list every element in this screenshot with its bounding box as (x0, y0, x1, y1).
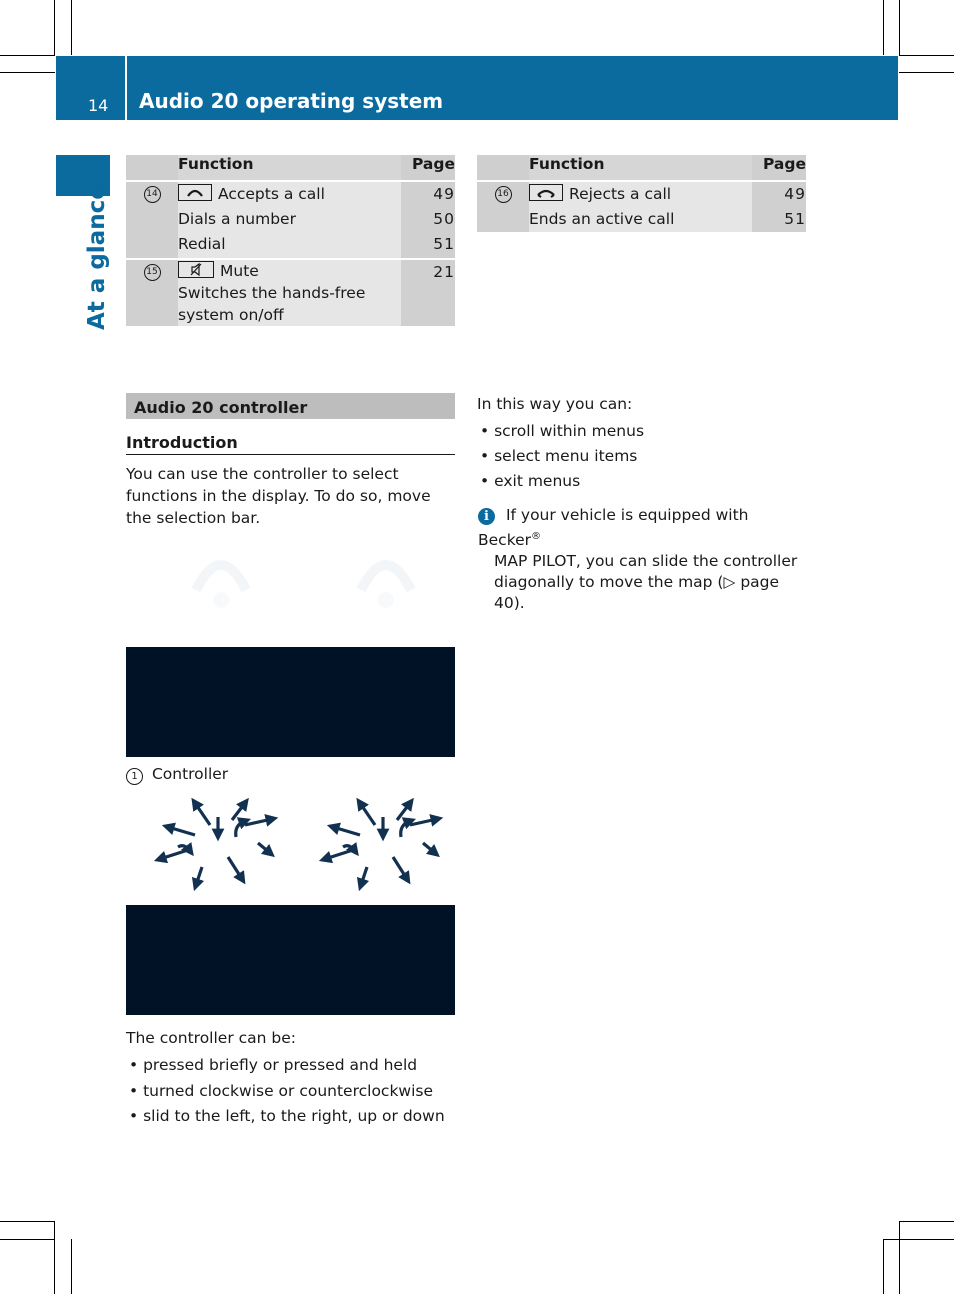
crop-mark (0, 1239, 55, 1240)
controller-movement-arrows (150, 795, 450, 895)
page-number: 14 (88, 96, 109, 115)
list-item: • slid to the left, to the right, up or down (129, 1107, 445, 1125)
function-label: Redial (178, 235, 226, 253)
header-divider (125, 56, 127, 120)
list-item: • scroll within menus (480, 422, 645, 440)
crop-mark (0, 72, 55, 73)
controller-intro: The controller can be: (126, 1029, 296, 1047)
table-row (126, 182, 455, 258)
page-ref: 49 (433, 185, 455, 203)
crop-mark (899, 1221, 900, 1294)
list-item: • select menu items (480, 447, 638, 465)
page-ref: 51 (784, 210, 806, 228)
crop-mark (71, 0, 72, 55)
crop-mark (0, 1221, 55, 1222)
crop-mark (883, 0, 884, 55)
controller-figure (126, 647, 455, 757)
divider (126, 454, 455, 455)
table-header-function: Function (178, 155, 401, 180)
function-table-right (477, 155, 806, 232)
function-table-left (126, 155, 455, 326)
function-label: Mute (220, 262, 259, 280)
page-ref: 49 (784, 185, 806, 203)
table-header-page: Page (752, 155, 806, 180)
crop-mark (899, 55, 954, 56)
list-item: • exit menus (480, 472, 581, 490)
page-ref: 21 (433, 263, 455, 281)
crop-mark (899, 0, 900, 55)
crop-mark (0, 55, 55, 56)
phone-accept-icon (178, 184, 212, 201)
table-header-function: Function (529, 155, 752, 180)
table-header-page: Page (401, 155, 455, 180)
table-header-number (126, 155, 178, 180)
crop-mark (883, 1239, 884, 1294)
table-row (477, 182, 806, 232)
crop-mark (71, 1239, 72, 1294)
callout-number: 1 (126, 768, 143, 785)
item-number: 15 (144, 264, 161, 281)
function-label: Switches the hands-free system on/off (178, 284, 366, 324)
function-label: Ends an active call (529, 210, 675, 228)
list-item: • pressed briefly or pressed and held (129, 1056, 418, 1074)
function-label: Dials a number (178, 210, 296, 228)
function-label: Rejects a call (569, 185, 672, 203)
section-title: Audio 20 controller (134, 398, 308, 417)
page-ref: 50 (433, 210, 455, 228)
crop-mark (899, 1221, 954, 1222)
intro-paragraph: You can use the controller to select functions in the display. To do so, move the selection bar. (126, 465, 431, 527)
crop-mark (883, 1239, 954, 1240)
page-ref: 51 (433, 235, 455, 253)
function-label: Accepts a call (218, 185, 325, 203)
crop-mark (54, 1221, 55, 1294)
list-item: • turned clockwise or counterclockwise (129, 1082, 434, 1100)
page-title: Audio 20 operating system (139, 89, 444, 113)
mute-icon (178, 261, 214, 278)
info-icon: i (478, 508, 495, 525)
right-intro: In this way you can: (477, 395, 633, 413)
figure-caption (126, 765, 228, 785)
controller-illustration (126, 530, 455, 645)
table-row (126, 260, 455, 326)
side-tab-label: At a glance (84, 184, 110, 330)
phone-reject-icon (529, 184, 563, 201)
table-header-number (477, 155, 529, 180)
info-note: i If your vehicle is equipped with Becker® MAP PILOT, you can slide the controller diagonally to move the map (▷ page 40). (478, 506, 798, 613)
subheading: Introduction (126, 433, 238, 452)
item-number: 14 (144, 186, 161, 203)
crop-mark (54, 0, 55, 55)
item-number: 16 (495, 186, 512, 203)
caption-text: Controller (151, 765, 229, 783)
crop-mark (899, 72, 954, 73)
controller-figure (126, 905, 455, 1015)
